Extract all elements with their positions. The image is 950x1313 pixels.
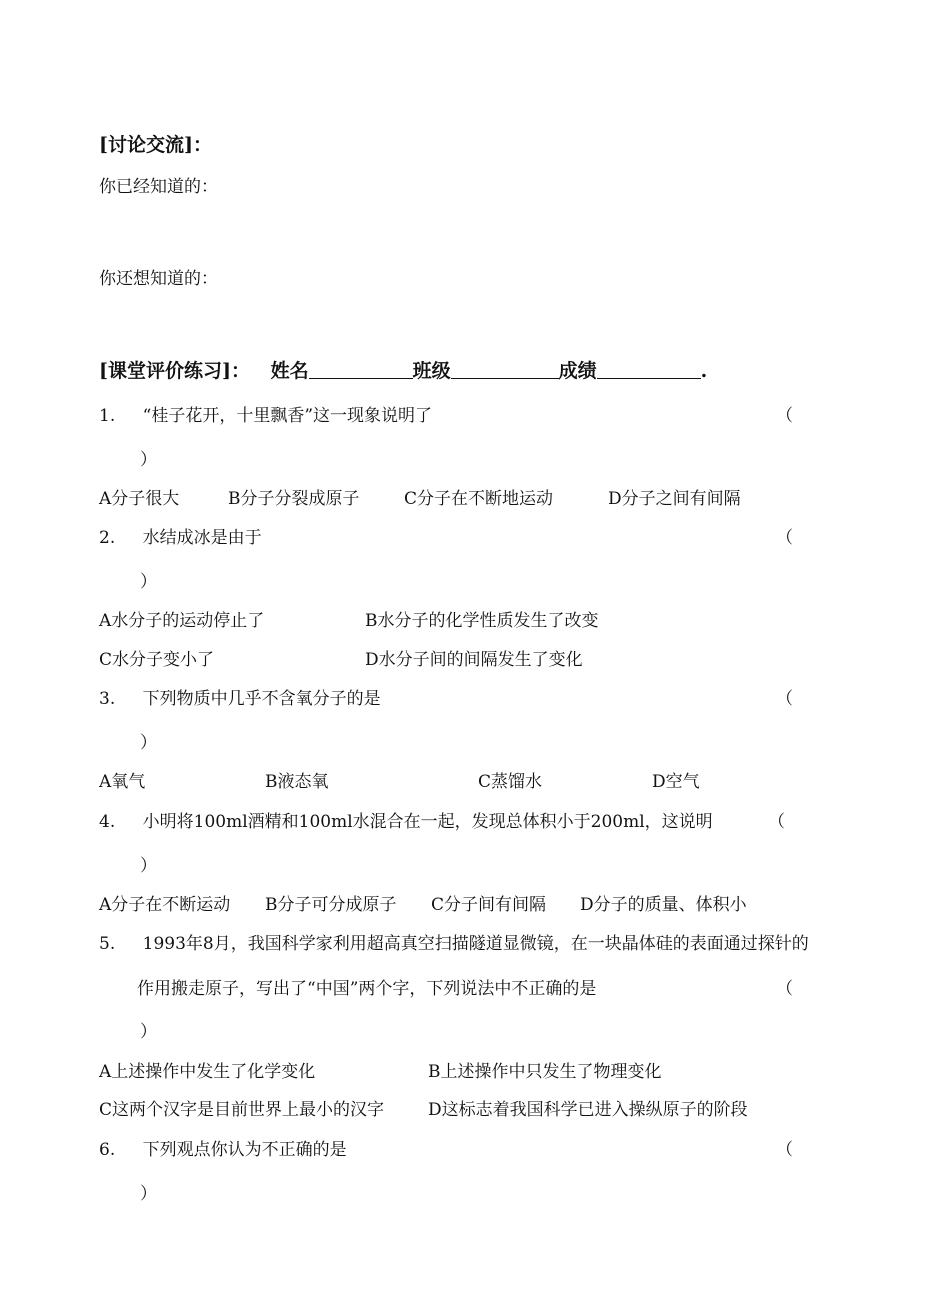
question-text: 下列观点你认为不正确的是: [142, 1140, 347, 1160]
question-3-option-b[interactable]: B液态氧: [265, 772, 329, 792]
open-paren: （: [776, 689, 793, 709]
answer-close-paren[interactable]: ）: [140, 1022, 157, 1042]
question-number: 5.: [99, 934, 116, 954]
known-prompt: 你已经知道的：: [99, 177, 218, 197]
class-blank[interactable]: [451, 360, 559, 379]
open-paren: （: [776, 406, 793, 426]
question-text: “桂子花开，十里飘香”这一现象说明了: [142, 406, 433, 426]
want-prompt: 你还想知道的：: [99, 269, 218, 289]
question-2-option-d[interactable]: D水分子间的间隔发生了变化: [365, 650, 583, 670]
question-number: 2.: [99, 528, 116, 548]
question-5: [99, 933, 809, 955]
question-3-option-c[interactable]: C蒸馏水: [478, 772, 543, 792]
question-number: 3.: [99, 689, 116, 709]
question-number: 1.: [99, 406, 116, 426]
discussion-heading: [讨论交流]：: [99, 134, 212, 156]
end-mark: .: [700, 360, 708, 382]
question-text: 下列物质中几乎不含氧分子的是: [142, 689, 381, 709]
score-blank[interactable]: [597, 360, 701, 379]
question-2-option-b[interactable]: B水分子的化学性质发生了改变: [365, 611, 599, 631]
question-5-option-b[interactable]: B上述操作中只发生了物理变化: [428, 1062, 662, 1082]
question-5-option-a[interactable]: A上述操作中发生了化学变化: [99, 1062, 316, 1082]
score-label: 成绩: [558, 360, 597, 382]
question-4: [99, 811, 713, 833]
question-number: 4.: [99, 812, 116, 832]
question-text: 1993年8月，我国科学家利用超高真空扫描隧道显微镜，在一块晶体硅的表面通过探针的: [142, 934, 809, 954]
question-3-option-d[interactable]: D空气: [652, 772, 700, 792]
practice-header: [99, 360, 707, 382]
answer-close-paren[interactable]: ）: [140, 572, 157, 592]
answer-close-paren[interactable]: ）: [140, 450, 157, 470]
open-paren: （: [776, 528, 793, 548]
name-blank[interactable]: [309, 360, 413, 379]
question-6: [99, 1139, 347, 1161]
question-1: [99, 405, 432, 427]
question-1-option-c[interactable]: C分子在不断地运动: [404, 489, 554, 509]
answer-close-paren[interactable]: ）: [140, 1184, 157, 1204]
question-2-option-a[interactable]: A水分子的运动停止了: [99, 611, 265, 631]
open-paren: （: [768, 812, 785, 832]
question-text: 小明将100ml酒精和100ml水混合在一起，发现总体积小于200ml，这说明: [142, 812, 713, 832]
question-text: 水结成冰是由于: [142, 528, 262, 548]
question-5-option-d[interactable]: D这标志着我国科学已进入操纵原子的阶段: [428, 1100, 748, 1120]
question-5-text-cont: 作用搬走原子，写出了“中国”两个字，下列说法中不正确的是: [137, 979, 597, 999]
class-label: 班级: [412, 360, 451, 382]
question-4-option-a[interactable]: A分子在不断运动: [99, 895, 231, 915]
question-1-option-d[interactable]: D分子之间有间隔: [608, 489, 741, 509]
question-5-option-c[interactable]: C这两个汉字是目前世界上最小的汉字: [99, 1100, 385, 1120]
question-2-option-c[interactable]: C水分子变小了: [99, 650, 215, 670]
question-1-option-a[interactable]: A分子很大: [99, 489, 180, 509]
question-3-option-a[interactable]: A氧气: [99, 772, 146, 792]
open-paren: （: [776, 1140, 793, 1160]
question-4-option-d[interactable]: D分子的质量、体积小: [580, 895, 747, 915]
name-label: 姓名: [270, 360, 309, 382]
answer-close-paren[interactable]: ）: [140, 856, 157, 876]
question-number: 6.: [99, 1140, 116, 1160]
question-1-option-b[interactable]: B分子分裂成原子: [228, 489, 360, 509]
question-2: [99, 527, 262, 549]
question-3: [99, 688, 381, 710]
answer-close-paren[interactable]: ）: [140, 733, 157, 753]
practice-heading: [课堂评价练习]：: [99, 360, 250, 382]
question-4-option-b[interactable]: B分子可分成原子: [265, 895, 397, 915]
question-4-option-c[interactable]: C分子间有间隔: [431, 895, 547, 915]
open-paren: （: [776, 979, 793, 999]
